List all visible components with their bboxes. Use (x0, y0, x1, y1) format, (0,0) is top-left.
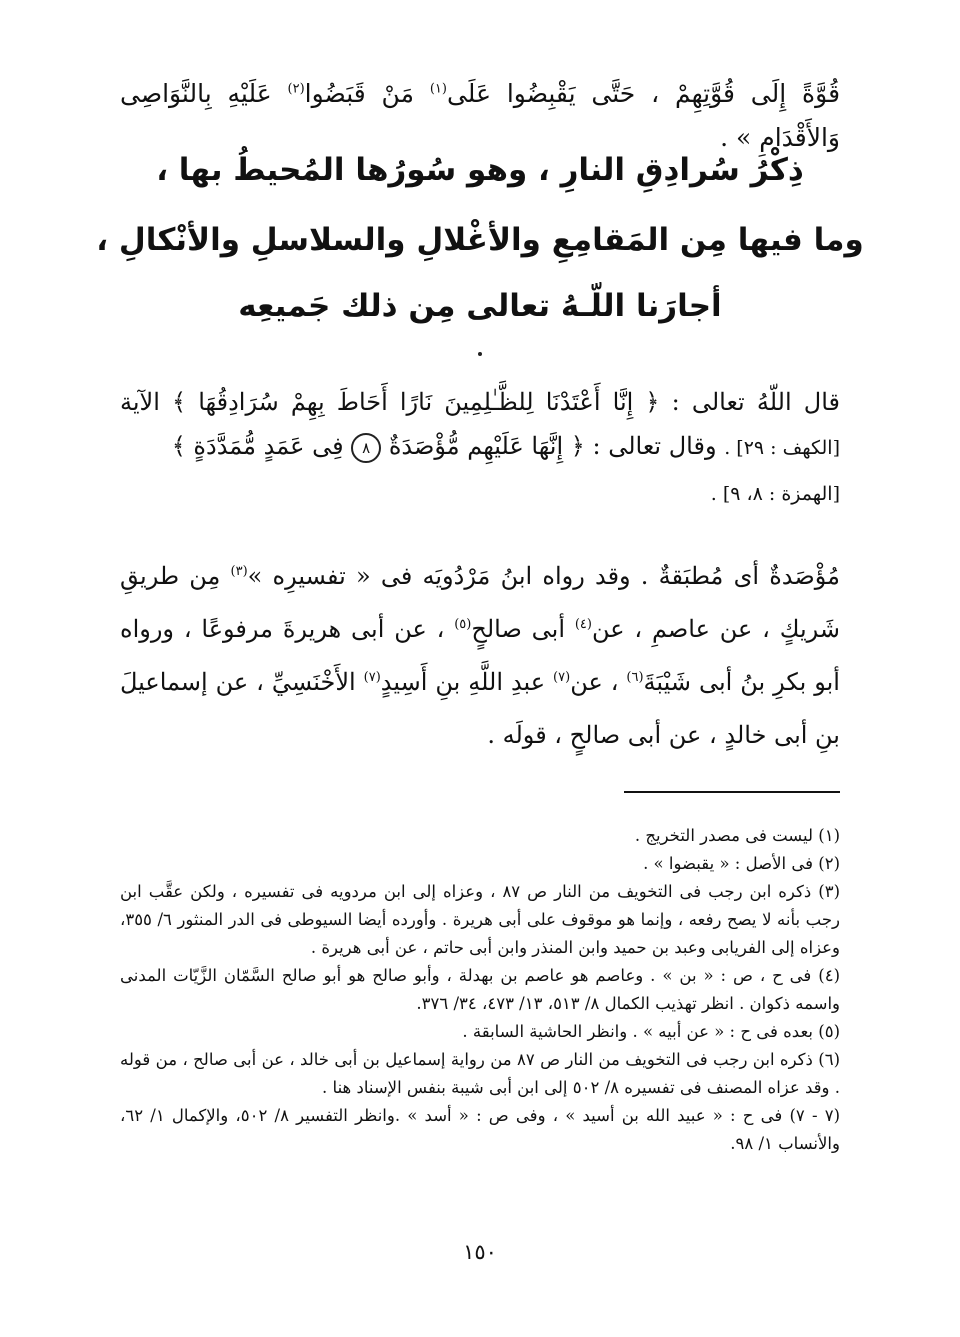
commentary-text-7: الأَخْنَسِيِّ ، عن إسماعيلَ بنِ أبى خالدٍ ، عن أبى صالحٍ ، قولَه . (120, 668, 840, 749)
footnotes-section (120, 822, 840, 1158)
footnote-ref-5[interactable]: (٥) (454, 617, 472, 632)
quran-verse-2a: ﴿ إِنَّهَا عَلَيْهِم مُّؤْصَدَةٌ (388, 432, 585, 460)
footnote-ref-3[interactable]: (٣) (230, 564, 248, 579)
commentary-text-1: مُؤْصَدةٌ أى مُطبَقةٌ . وقد رواه ابنُ مَرْدُويَه فى « تفسيرِه » (247, 562, 840, 590)
commentary-paragraph (120, 550, 840, 762)
footnote-ref-4[interactable]: (٤) (574, 617, 592, 632)
verse-reference-1: [الكهف : ٢٩] . (724, 437, 840, 459)
quran-verse-1: ﴿ إِنَّا أَعْتَدْنَا لِلظَّـٰلِمِينَ نَارًا أَحَاطَ بِهِمْ سُرَادِقُهَا ﴾ (172, 388, 660, 416)
commentary-text-3: أبى صالحٍ (471, 615, 566, 643)
quran-verses-paragraph (120, 380, 840, 516)
footnote-6: (٦) ذكره ابن رجب فى التخويف من النار ص ٨٧ من رواية إسماعيل بن أبى خالد ، عن أبى صالح ، من قوله . وقد عزاه المصنف فى تفسيره ٨/ ٥٠٢ إلى ابن أبى شيبة بنفس الإسناد هنا . (120, 1050, 841, 1097)
opening-text-1: قُوَّةً إِلَى قُوَّتِهِمْ ، حَتَّى يَقْبِضُوا عَلَى (446, 79, 841, 108)
footnote-5: (٥) بعده فى ح : « عن أبيه » . وانظر الحاشية السابقة . (462, 1022, 840, 1041)
heading-separator-dot (478, 352, 482, 356)
commentary-text-2: مِن طريقِ شَريكٍ ، عن عاصمِ ، عن (120, 562, 840, 643)
quran-verse-2b: فِى عَمَدٍ مُّمَدَّدَةٍ ﴾ (171, 432, 344, 460)
footnote-3: (٣) ذكره ابن رجب فى التخويف من النار ص ٨٧ ، وعزاه إلى ابن مردويه فى تفسيره ، ولكن عقَّب ابن رجب بأنه لا يصح رفعه ، وإنما هو موقوف على أبى هريرة . وأورده أيضا السيوطى فى الدر المنثور ٦/ ٣٥٥، وعزاه إلى الفريابى وعبد بن حميد وابن المنذر وابن أبى حاتم ، عن أبى هريرة . (120, 882, 840, 957)
footnote-7: (٧ - ٧) فى ح : « عبيد الله بن أسيد » ، وفى ص : « أسد » .وانظر التفسير ٨/ ٥٠٢، والإكمال ١/ ٦٢، والأنساب ١/ ٩٨. (120, 1106, 841, 1153)
footnote-ref-6[interactable]: (٦) (626, 670, 644, 685)
chapter-heading-line-3: أجارَنا اللّـهُ تعالى مِن ذلك جَميعِه (238, 288, 722, 324)
verse-intro-1: قال اللّهُ تعالى : (671, 388, 841, 416)
footnote-ref-7-start[interactable]: (٧) (553, 670, 571, 685)
footnote-separator-rule (624, 791, 840, 793)
chapter-heading-line-1: ذِكْرُ سُرادِقِ النارِ ، وهو سُورُها المُحيطُ بها ، (156, 152, 804, 188)
commentary-text-5: ، عن (570, 668, 619, 696)
commentary-text-6: عبدِ اللَّهِ بنِ أَسِيدٍ (380, 668, 546, 696)
footnote-2: (٢) فى الأصل : « يقبضوا » . (643, 854, 840, 873)
footnote-1: (١) ليست فى مصدر التخريج . (634, 826, 840, 845)
opening-paragraph (120, 72, 840, 160)
footnote-4: (٤) فى ح ، ص : « بن » . وعاصم هو عاصم بن بهدلة ، وأبو صالح هو أبو صالح السَّمّان الزَّيّات المدنى واسمه ذكوان . انظر تهذيب الكمال ٨/ ٥١٣، ١٣/ ٤٧٣، ٣٤/ ٣٧٦. (120, 966, 840, 1013)
opening-text-2: مَنْ قَبَضُوا (304, 79, 414, 108)
footnote-ref-2[interactable]: (٢) (287, 81, 305, 97)
commentary-text-4: ، عن أبى هريرةَ مرفوعًا ، ورواه أبو بكرِ بنُ أبى شَيْبَةَ (120, 615, 840, 696)
opening-text-3: عَلَيْهِ بِالنَّوَاصِى وَالأَقْدَامِ » . (120, 79, 840, 152)
verse-intro-2: وقال تعالى : (592, 432, 717, 460)
footnote-ref-7-end[interactable]: (٧) (363, 670, 381, 685)
verse-reference-2: [الهمزة : ٨، ٩] . (710, 483, 840, 505)
ayah-number-marker: ٨ (351, 433, 381, 463)
verse-ayah-label: الآية (120, 388, 160, 416)
footnote-ref-1[interactable]: (١) (429, 81, 447, 97)
page-number: ١٥٠ (463, 1240, 497, 1264)
chapter-heading-line-2: وما فيها مِن المَقامِعِ والأغْلالِ والسلاسلِ والأنْكالِ ، (96, 222, 864, 258)
